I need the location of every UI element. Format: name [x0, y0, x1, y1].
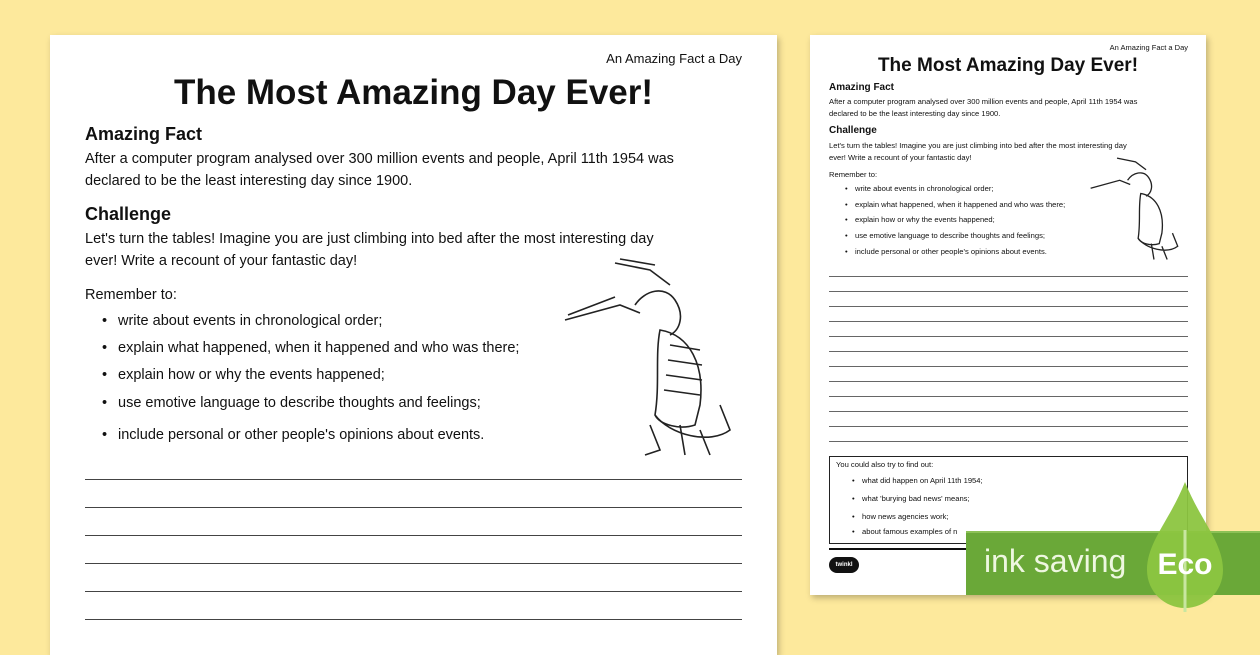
twinkl-logo: twinkl: [829, 557, 859, 573]
fact-text-1: After a computer program analysed over 300 million events and people, April 11th 1954 was: [85, 151, 674, 167]
bullet: • explain how or why the events happened;: [118, 367, 385, 383]
writing-line: [829, 441, 1188, 442]
eco-leaf-icon: [1145, 480, 1225, 612]
bullet: • how news agencies work;: [862, 512, 949, 521]
fact-heading: Amazing Fact: [85, 124, 203, 144]
find-out-heading: You could also try to find out:: [836, 460, 934, 469]
challenge-text-1: Let's turn the tables! Imagine you are just climbing into bed after the most interesting day: [85, 231, 654, 247]
bullet: • what did happen on April 11th 1954;: [862, 476, 983, 485]
page-title: The Most Amazing Day Ever!: [877, 55, 1139, 76]
writing-line: [829, 291, 1188, 292]
writing-line: [829, 306, 1188, 307]
challenge-heading: Challenge: [85, 204, 172, 224]
challenge-text-2: ever! Write a recount of your fantastic day!: [829, 153, 972, 162]
challenge-heading: Challenge: [829, 125, 877, 136]
writing-line: [829, 276, 1188, 277]
writing-line: [85, 563, 742, 564]
fact-text-1: After a computer program analysed over 300 million events and people, April 11th 1954 was: [829, 97, 1138, 106]
writing-line: [829, 366, 1188, 367]
challenge-text-1: Let's turn the tables! Imagine you are just climbing into bed after the most interesting day: [829, 141, 1127, 150]
writing-line: [829, 336, 1188, 337]
writing-line: [829, 381, 1188, 382]
writing-line: [85, 591, 742, 592]
writing-line: [829, 411, 1188, 412]
bullet: • explain what happened, when it happened and who was there;: [855, 200, 1065, 209]
bullet: • use emotive language to describe thoughts and feelings;: [855, 231, 1045, 240]
bullet: • use emotive language to describe thoughts and feelings;: [118, 395, 481, 411]
jumping-child-illustration: [1088, 153, 1183, 263]
bullet: • about famous examples of n: [862, 527, 957, 536]
writing-line: [85, 619, 742, 620]
bullet: • include personal or other people's opinions about events.: [118, 427, 484, 443]
fact-text-2: declared to be the least interesting day since 1900.: [85, 173, 413, 189]
series-label: An Amazing Fact a Day: [606, 51, 742, 66]
writing-line: [829, 396, 1188, 397]
fact-heading: Amazing Fact: [829, 82, 895, 93]
bullet: • include personal or other people's opinions about events.: [855, 247, 1047, 256]
remember-label: Remember to:: [829, 170, 878, 179]
worksheet-preview-large: [50, 35, 777, 655]
eco-label: Eco: [1157, 548, 1213, 581]
challenge-text-2: ever! Write a recount of your fantastic day!: [85, 253, 358, 269]
bullet: • write about events in chronological order;: [855, 184, 993, 193]
writing-line: [829, 351, 1188, 352]
bullet: • explain what happened, when it happened and who was there;: [118, 340, 519, 356]
fact-text-2: declared to be the least interesting day since 1900.: [829, 109, 1001, 118]
page-title: The Most Amazing Day Ever!: [173, 73, 654, 112]
writing-line: [829, 321, 1188, 322]
series-label: An Amazing Fact a Day: [1109, 43, 1188, 52]
jumping-child-illustration: [560, 255, 740, 460]
writing-line: [85, 479, 742, 480]
writing-line: [829, 426, 1188, 427]
bullet: • what 'burying bad news' means;: [862, 494, 970, 503]
remember-label: Remember to:: [85, 287, 177, 303]
bullet: • write about events in chronological order;: [118, 313, 382, 329]
ink-saving-label: ink saving: [984, 543, 1127, 579]
writing-line: [85, 535, 742, 536]
writing-line: [85, 507, 742, 508]
bullet: • explain how or why the events happened;: [855, 215, 995, 224]
